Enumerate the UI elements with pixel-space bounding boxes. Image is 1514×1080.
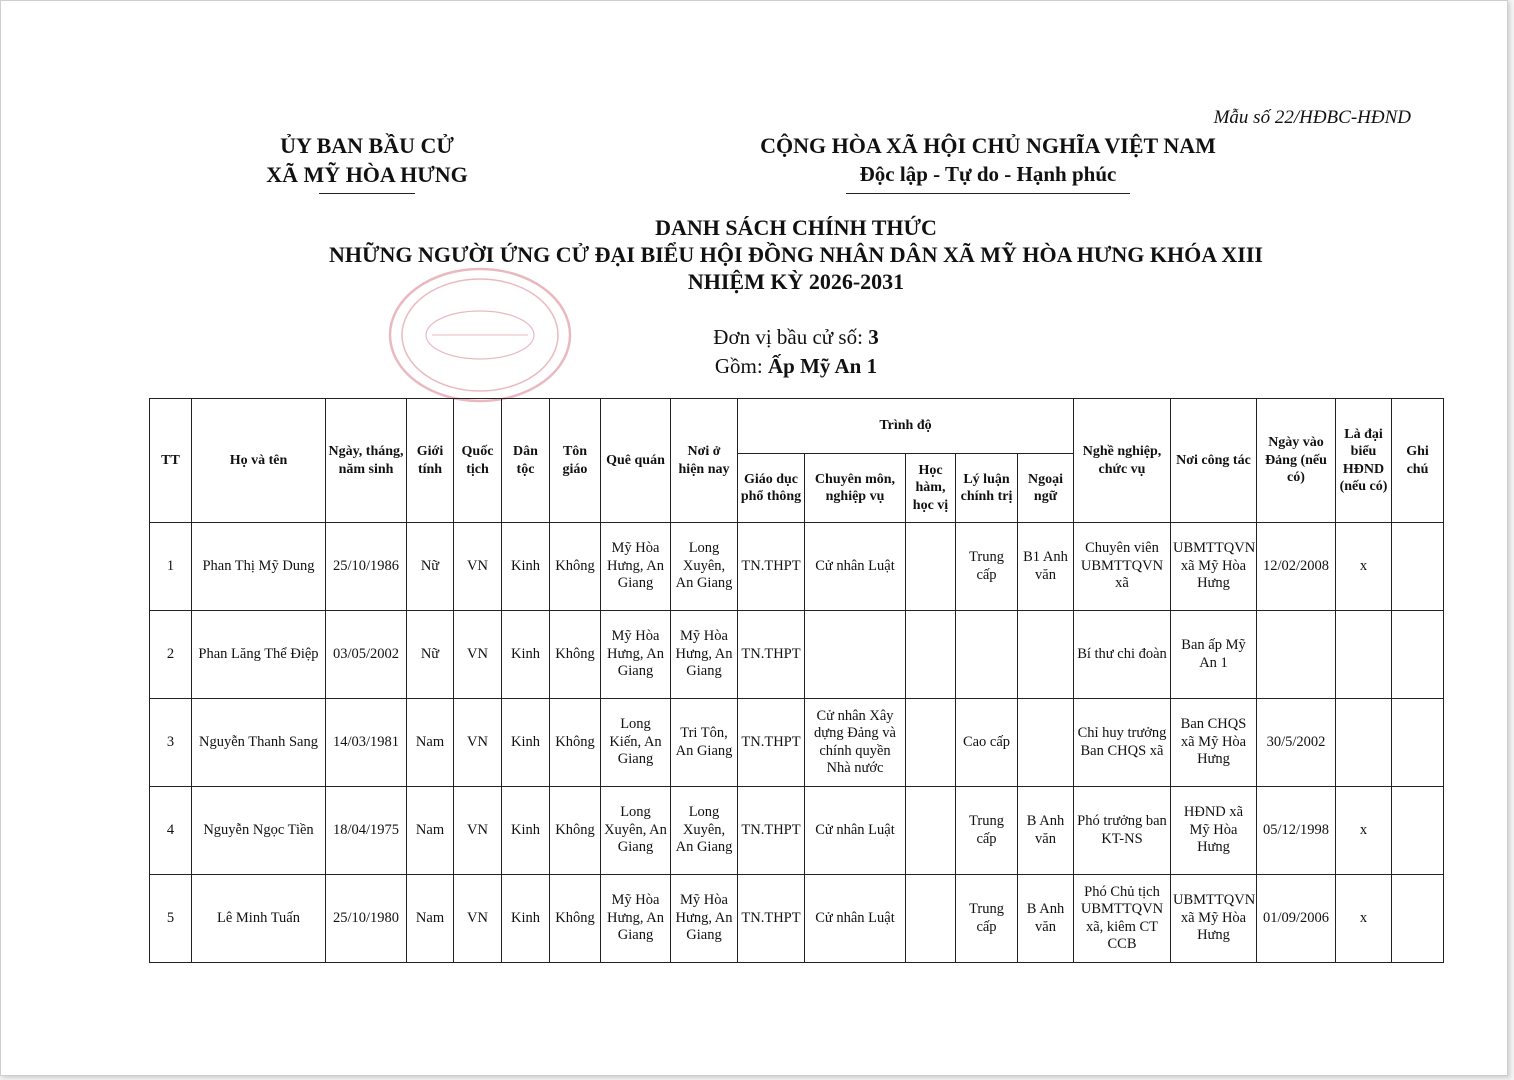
cell-dob: 25/10/1980 [326, 875, 407, 963]
cell-political: Cao cấp [956, 699, 1018, 787]
document-title [201, 214, 1391, 295]
header-education-group: Trình độ [738, 399, 1074, 454]
cell-workplace: UBMTTQVN xã Mỹ Hòa Hưng [1171, 523, 1257, 611]
cell-political: Trung cấp [956, 875, 1018, 963]
cell-specialty: Cử nhân Luật [805, 787, 906, 875]
cell-academic [906, 787, 956, 875]
cell-language: B1 Anh văn [1018, 523, 1074, 611]
cell-notes [1392, 523, 1444, 611]
cell-ethnicity: Kinh [502, 787, 550, 875]
cell-residence: Tri Tôn, An Giang [671, 699, 738, 787]
cell-academic [906, 875, 956, 963]
cell-occupation: Bí thư chi đoàn [1074, 611, 1171, 699]
cell-academic [906, 523, 956, 611]
cell-political: Trung cấp [956, 523, 1018, 611]
cell-is-delegate: x [1336, 787, 1392, 875]
header-ethnicity: Dân tộc [502, 399, 550, 523]
cell-party-date: 12/02/2008 [1257, 523, 1336, 611]
cell-political: Trung cấp [956, 787, 1018, 875]
cell-party-date: 30/5/2002 [1257, 699, 1336, 787]
cell-specialty: Cử nhân Luật [805, 875, 906, 963]
cell-name: Lê Minh Tuấn [192, 875, 326, 963]
header-general-edu: Giáo dục phổ thông [738, 454, 805, 523]
cell-gender: Nam [407, 875, 454, 963]
header-residence: Nơi ở hiện nay [671, 399, 738, 523]
cell-ethnicity: Kinh [502, 699, 550, 787]
header-is-delegate: Là đại biểu HĐND (nếu có) [1336, 399, 1392, 523]
cell-ethnicity: Kinh [502, 875, 550, 963]
cell-workplace: HĐND xã Mỹ Hòa Hưng [1171, 787, 1257, 875]
cell-nationality: VN [454, 875, 502, 963]
cell-notes [1392, 787, 1444, 875]
cell-gender: Nam [407, 787, 454, 875]
cell-nationality: VN [454, 611, 502, 699]
cell-general-edu: TN.THPT [738, 787, 805, 875]
cell-religion: Không [550, 611, 601, 699]
header-party-date: Ngày vào Đảng (nếu có) [1257, 399, 1336, 523]
motto: Độc lập - Tự do - Hạnh phúc [859, 162, 1117, 186]
cell-general-edu: TN.THPT [738, 523, 805, 611]
cell-ethnicity: Kinh [502, 611, 550, 699]
cell-specialty [805, 611, 906, 699]
header-nationality: Quốc tịch [454, 399, 502, 523]
cell-dob: 14/03/1981 [326, 699, 407, 787]
cell-occupation: Phó trưởng ban KT-NS [1074, 787, 1171, 875]
unit-number: 3 [868, 325, 879, 349]
cell-language: B Anh văn [1018, 875, 1074, 963]
cell-general-edu: TN.THPT [738, 699, 805, 787]
cell-is-delegate [1336, 699, 1392, 787]
cell-academic [906, 699, 956, 787]
unit-includes-value: Ấp Mỹ An 1 [767, 354, 878, 378]
cell-tt: 5 [150, 875, 192, 963]
cell-dob: 03/05/2002 [326, 611, 407, 699]
cell-name: Nguyễn Thanh Sang [192, 699, 326, 787]
header-religion: Tôn giáo [550, 399, 601, 523]
cell-academic [906, 611, 956, 699]
table-row [150, 699, 1444, 787]
table-row [150, 611, 1444, 699]
cell-gender: Nam [407, 699, 454, 787]
authority-line2: XÃ MỸ HÒA HƯNG [266, 162, 468, 187]
cell-notes [1392, 875, 1444, 963]
national-motto [701, 131, 1275, 194]
cell-gender: Nữ [407, 611, 454, 699]
cell-party-date: 05/12/1998 [1257, 787, 1336, 875]
cell-name: Nguyễn Ngọc Tiền [192, 787, 326, 875]
unit-label: Đơn vị bầu cử số: [713, 325, 863, 349]
motto-underline [846, 193, 1130, 194]
cell-notes [1392, 699, 1444, 787]
issuing-authority [237, 131, 497, 194]
table-row [150, 875, 1444, 963]
cell-hometown: Mỹ Hòa Hưng, An Giang [601, 611, 671, 699]
cell-hometown: Long Xuyên, An Giang [601, 787, 671, 875]
cell-party-date: 01/09/2006 [1257, 875, 1336, 963]
cell-is-delegate: x [1336, 523, 1392, 611]
cell-residence: Long Xuyên, An Giang [671, 787, 738, 875]
cell-specialty: Cử nhân Luật [805, 523, 906, 611]
cell-is-delegate: x [1336, 875, 1392, 963]
cell-specialty: Cử nhân Xây dựng Đảng và chính quyền Nhà nước [805, 699, 906, 787]
cell-dob: 25/10/1986 [326, 523, 407, 611]
candidates-table [149, 398, 1444, 963]
cell-language [1018, 611, 1074, 699]
cell-religion: Không [550, 699, 601, 787]
cell-political [956, 611, 1018, 699]
title-line3: NHIỆM KỲ 2026-2031 [687, 269, 905, 294]
cell-occupation: Chuyên viên UBMTTQVN xã [1074, 523, 1171, 611]
form-number: Mẫu số 22/HĐBC-HĐND [1213, 107, 1411, 128]
unit-includes-label: Gồm: [714, 354, 763, 378]
cell-religion: Không [550, 787, 601, 875]
cell-residence: Mỹ Hòa Hưng, An Giang [671, 875, 738, 963]
authority-underline [319, 193, 415, 194]
cell-hometown: Mỹ Hòa Hưng, An Giang [601, 523, 671, 611]
cell-workplace: Ban CHQS xã Mỹ Hòa Hưng [1171, 699, 1257, 787]
cell-language: B Anh văn [1018, 787, 1074, 875]
cell-tt: 1 [150, 523, 192, 611]
electoral-unit [601, 323, 991, 381]
cell-nationality: VN [454, 787, 502, 875]
cell-is-delegate [1336, 611, 1392, 699]
cell-notes [1392, 611, 1444, 699]
cell-occupation: Phó Chủ tịch UBMTTQVN xã, kiêm CT CCB [1074, 875, 1171, 963]
cell-tt: 2 [150, 611, 192, 699]
cell-general-edu: TN.THPT [738, 875, 805, 963]
table-row [150, 523, 1444, 611]
title-line2: NHỮNG NGƯỜI ỨNG CỬ ĐẠI BIỂU HỘI ĐỒNG NHÂN DÂN XÃ MỸ HÒA HƯNG KHÓA XIII [329, 242, 1263, 267]
cell-religion: Không [550, 523, 601, 611]
cell-occupation: Chỉ huy trưởng Ban CHQS xã [1074, 699, 1171, 787]
header-dob: Ngày, tháng, năm sinh [326, 399, 407, 523]
header-hometown: Quê quán [601, 399, 671, 523]
header-occupation: Nghề nghiệp, chức vụ [1074, 399, 1171, 523]
cell-workplace: Ban ấp Mỹ An 1 [1171, 611, 1257, 699]
cell-residence: Mỹ Hòa Hưng, An Giang [671, 611, 738, 699]
cell-dob: 18/04/1975 [326, 787, 407, 875]
header-specialty: Chuyên môn, nghiệp vụ [805, 454, 906, 523]
header-language: Ngoại ngữ [1018, 454, 1074, 523]
cell-nationality: VN [454, 699, 502, 787]
cell-ethnicity: Kinh [502, 523, 550, 611]
cell-religion: Không [550, 875, 601, 963]
header-name: Họ và tên [192, 399, 326, 523]
cell-language [1018, 699, 1074, 787]
header-academic: Học hàm, học vị [906, 454, 956, 523]
cell-name: Phan Thị Mỹ Dung [192, 523, 326, 611]
cell-name: Phan Lăng Thể Điệp [192, 611, 326, 699]
authority-line1: ỦY BAN BẦU CỬ [280, 133, 454, 158]
cell-tt: 3 [150, 699, 192, 787]
cell-residence: Long Xuyên, An Giang [671, 523, 738, 611]
cell-gender: Nữ [407, 523, 454, 611]
table-row [150, 787, 1444, 875]
cell-hometown: Mỹ Hòa Hưng, An Giang [601, 875, 671, 963]
header-tt: TT [150, 399, 192, 523]
cell-tt: 4 [150, 787, 192, 875]
cell-general-edu: TN.THPT [738, 611, 805, 699]
header-gender: Giới tính [407, 399, 454, 523]
cell-workplace: UBMTTQVN xã Mỹ Hòa Hưng [1171, 875, 1257, 963]
cell-nationality: VN [454, 523, 502, 611]
header-political: Lý luận chính trị [956, 454, 1018, 523]
country-name: CỘNG HÒA XÃ HỘI CHỦ NGHĨA VIỆT NAM [760, 133, 1216, 158]
header-notes: Ghi chú [1392, 399, 1444, 523]
cell-party-date [1257, 611, 1336, 699]
cell-hometown: Long Kiến, An Giang [601, 699, 671, 787]
title-line1: DANH SÁCH CHÍNH THỨC [655, 215, 937, 240]
header-workplace: Nơi công tác [1171, 399, 1257, 523]
